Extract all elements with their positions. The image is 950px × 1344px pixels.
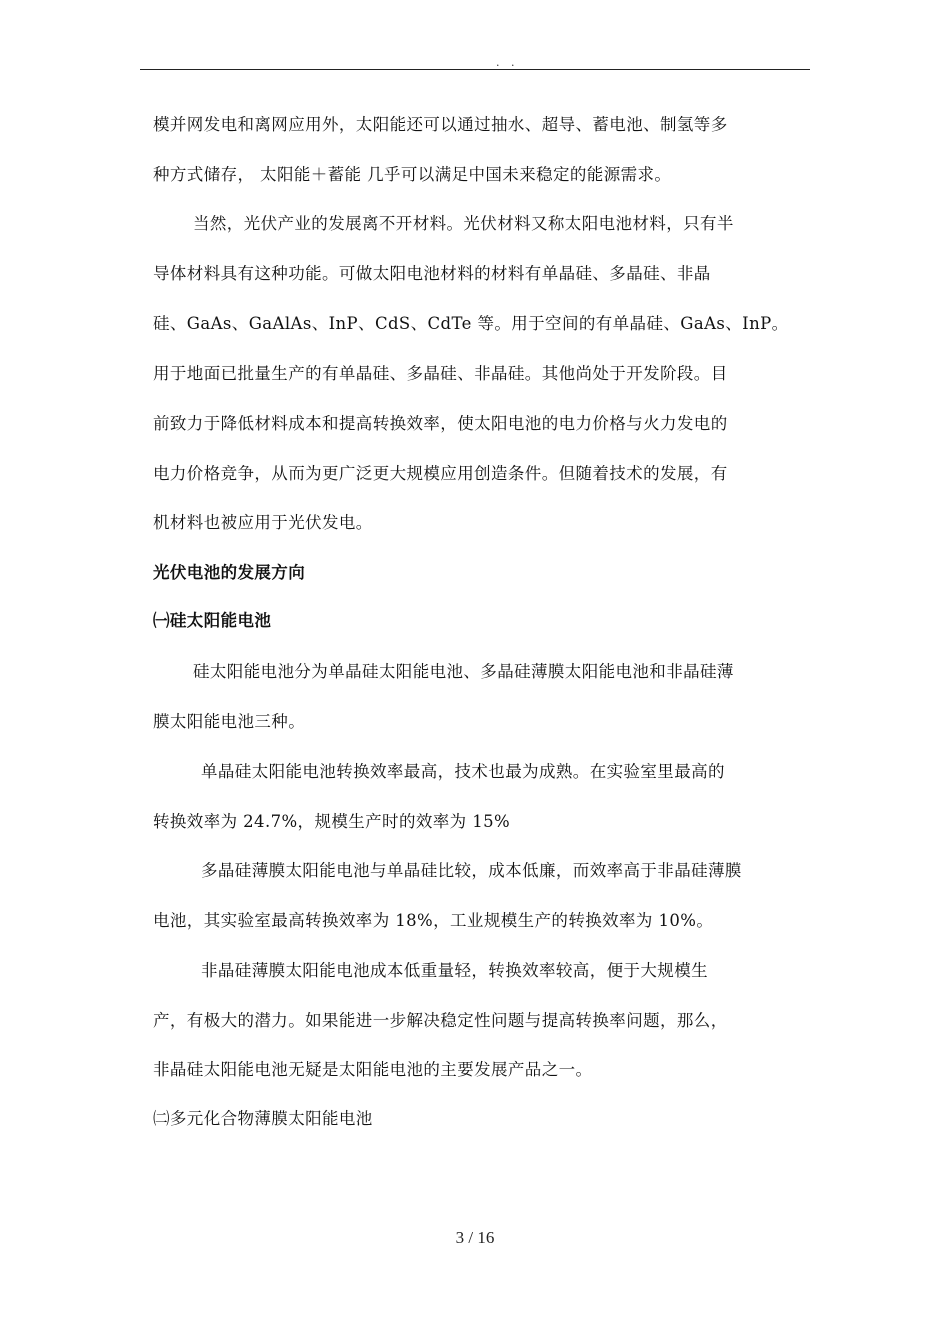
subsection-heading: ㈡多元化合物薄膜太阳能电池 bbox=[153, 1109, 373, 1128]
paragraph-line: 膜太阳能电池三种。 bbox=[153, 712, 306, 731]
paragraph-line: 产，有极大的潜力。如果能进一步解决稳定性问题与提高转换率问题，那么， bbox=[153, 1011, 728, 1030]
paragraph-line: 非晶硅太阳能电池无疑是太阳能电池的主要发展产品之一。 bbox=[153, 1060, 593, 1079]
paragraph-line: 机材料也被应用于光伏发电。 bbox=[153, 513, 373, 532]
paragraph-line: 硅太阳能电池分为单晶硅太阳能电池、多晶硅薄膜太阳能电池和非晶硅薄 bbox=[193, 662, 734, 681]
paragraph-line: 非晶硅薄膜太阳能电池成本低重量轻，转换效率较高，便于大规模生 bbox=[201, 961, 708, 980]
page-number: 3 / 16 bbox=[455, 1228, 495, 1247]
paragraph-line: 导体材料具有这种功能。可做太阳电池材料的材料有单晶硅、多晶硅、非晶 bbox=[153, 264, 711, 283]
paragraph-line: 模并网发电和离网应用外，太阳能还可以通过抽水、超导、蓄电池、制氢等多 bbox=[153, 115, 728, 134]
paragraph-line: 用于地面已批量生产的有单晶硅、多晶硅、非晶硅。其他尚处于开发阶段。目 bbox=[153, 364, 728, 383]
paragraph-line: 电池，其实验室最高转换效率为 18%，工业规模生产的转换效率为 10%。 bbox=[153, 911, 714, 930]
paragraph-line: 转换效率为 24.7%，规模生产时的效率为 15% bbox=[153, 812, 511, 831]
paragraph-line: 种方式储存， 太阳能＋蓄能 几乎可以满足中国未来稳定的能源需求。 bbox=[153, 165, 672, 184]
page-header-mark: . . bbox=[496, 56, 519, 69]
paragraph-line: 硅、GaAs、GaAlAs、InP、CdS、CdTe 等。用于空间的有单晶硅、GaAs、InP。 bbox=[153, 314, 789, 333]
paragraph-line: 电力价格竞争，从而为更广泛更大规模应用创造条件。但随着技术的发展，有 bbox=[153, 464, 728, 483]
paragraph-line: 多晶硅薄膜太阳能电池与单晶硅比较，成本低廉，而效率高于非晶硅薄膜 bbox=[201, 861, 742, 880]
header-rule bbox=[140, 69, 810, 70]
paragraph-line: 单晶硅太阳能电池转换效率最高，技术也最为成熟。在实验室里最高的 bbox=[201, 762, 725, 781]
paragraph-line: 前致力于降低材料成本和提高转换效率，使太阳电池的电力价格与火力发电的 bbox=[153, 414, 728, 433]
paragraph-line: 当然，光伏产业的发展离不开材料。光伏材料又称太阳电池材料，只有半 bbox=[193, 214, 734, 233]
subsection-heading: ㈠硅太阳能电池 bbox=[153, 611, 272, 630]
section-heading: 光伏电池的发展方向 bbox=[153, 563, 306, 582]
